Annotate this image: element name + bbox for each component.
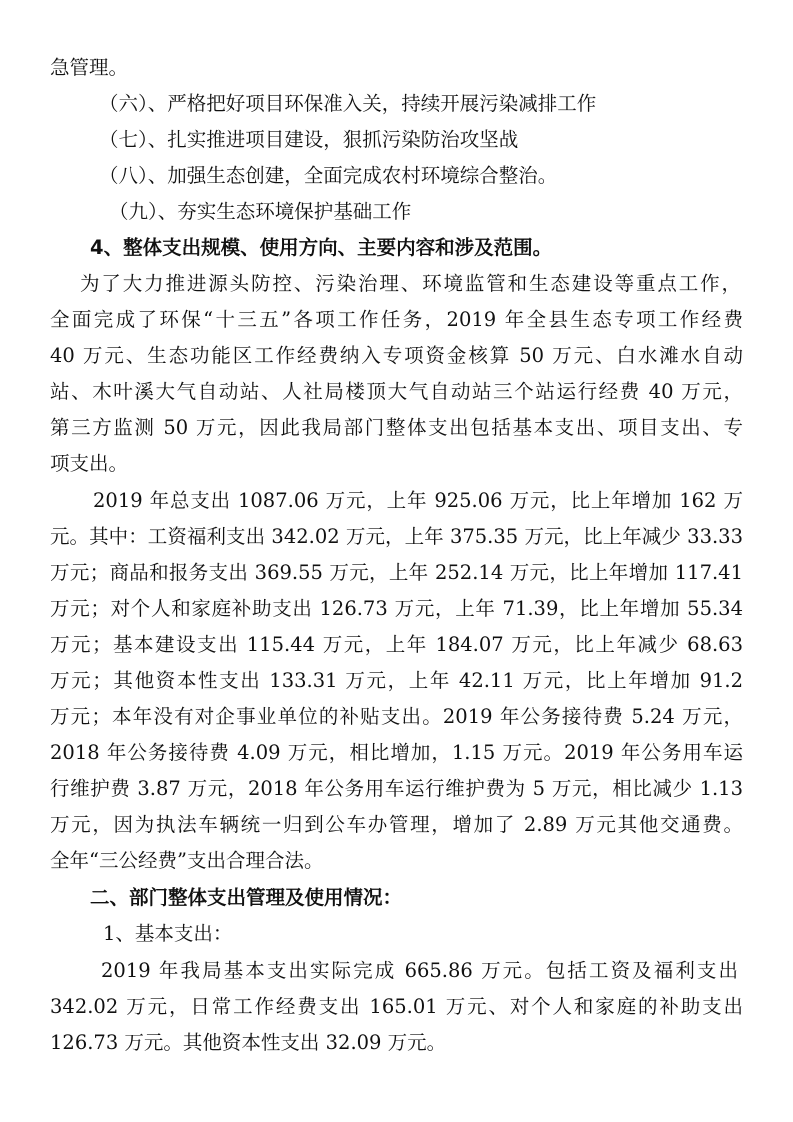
paragraph-line: 元。其中：工资福利支出 342.02 万元，上年 375.35 万元，比上年减少 33.33 <box>50 525 743 548</box>
paragraph-line: 万元；本年没有对企事业单位的补贴支出。2019 年公务接待费 5.24 万元， <box>50 705 743 728</box>
paragraph-line: 126.73 万元。其他资本性支出 32.09 万元。 <box>50 1031 447 1054</box>
paragraph-line: 行维护费 3.87 万元，2018 年公务用车运行维护费为 5 万元，相比减少 1.13 <box>50 777 743 800</box>
paragraph-line: 万元，因为执法车辆统一归到公车办管理，增加了 2.89 万元其他交通费。 <box>50 813 743 836</box>
paragraph-line: 全年“三公经费”支出合理合法。 <box>50 849 324 872</box>
paragraph-line: 万元；基本建设支出 115.44 万元，上年 184.07 万元，比上年减少 68.63 <box>50 633 743 656</box>
paragraph-line: 2019 年总支出 1087.06 万元，上年 925.06 万元，比上年增加 162 万 <box>93 489 743 512</box>
section-heading-4: 4、整体支出规模、使用方向、主要内容和涉及范围。 <box>90 236 553 259</box>
subheading-basic-expenditure: 1、基本支出： <box>103 922 233 945</box>
list-item-9: （九）、夯实生态环境保护基础工作 <box>109 200 412 223</box>
list-item-7: （七）、扎实推进项目建设，狠抓污染防治攻坚战 <box>99 128 519 151</box>
paragraph-line: 全面完成了环保“十三五”各项工作任务，2019 年全县生态专项工作经费 <box>50 308 743 331</box>
paragraph-line: 40 万元、生态功能区工作经费纳入专项资金核算 50 万元、白水滩水自动 <box>50 344 743 367</box>
paragraph-line: 站、木叶溪大气自动站、人社局楼顶大气自动站三个站运行经费 40 万元， <box>50 380 743 403</box>
paragraph-line: 342.02 万元，日常工作经费支出 165.01 万元、对个人和家庭的补助支出 <box>50 995 743 1018</box>
list-item-6: （六）、严格把好项目环保准入关，持续开展污染减排工作 <box>99 92 597 115</box>
paragraph-line: 2019 年我局基本支出实际完成 665.86 万元。包括工资及福利支出 <box>101 959 738 982</box>
paragraph-line: 万元；其他资本性支出 133.31 万元，上年 42.11 万元，比上年增加 91.2 <box>50 669 743 692</box>
paragraph-line: 项支出。 <box>50 452 129 475</box>
paragraph-line: 2018 年公务接待费 4.09 万元，相比增加，1.15 万元。2019 年公务用车运 <box>50 741 743 764</box>
paragraph-line: 万元；对个人和家庭补助支出 126.73 万元，上年 71.39，比上年增加 55.34 <box>50 597 743 620</box>
paragraph-line: 为了大力推进源头防控、污染治理、环境监管和生态建设等重点工作， <box>80 272 741 295</box>
section-heading-2: 二、部门整体支出管理及使用情况： <box>90 886 403 909</box>
paragraph-line: 第三方监测 50 万元，因此我局部门整体支出包括基本支出、项目支出、专 <box>50 416 743 439</box>
text-line: 急管理。 <box>50 56 129 79</box>
list-item-8: （八）、加强生态创建，全面完成农村环境综合整治。 <box>99 164 558 187</box>
paragraph-line: 万元；商品和报务支出 369.55 万元，上年 252.14 万元，比上年增加 117.41 <box>50 561 743 584</box>
